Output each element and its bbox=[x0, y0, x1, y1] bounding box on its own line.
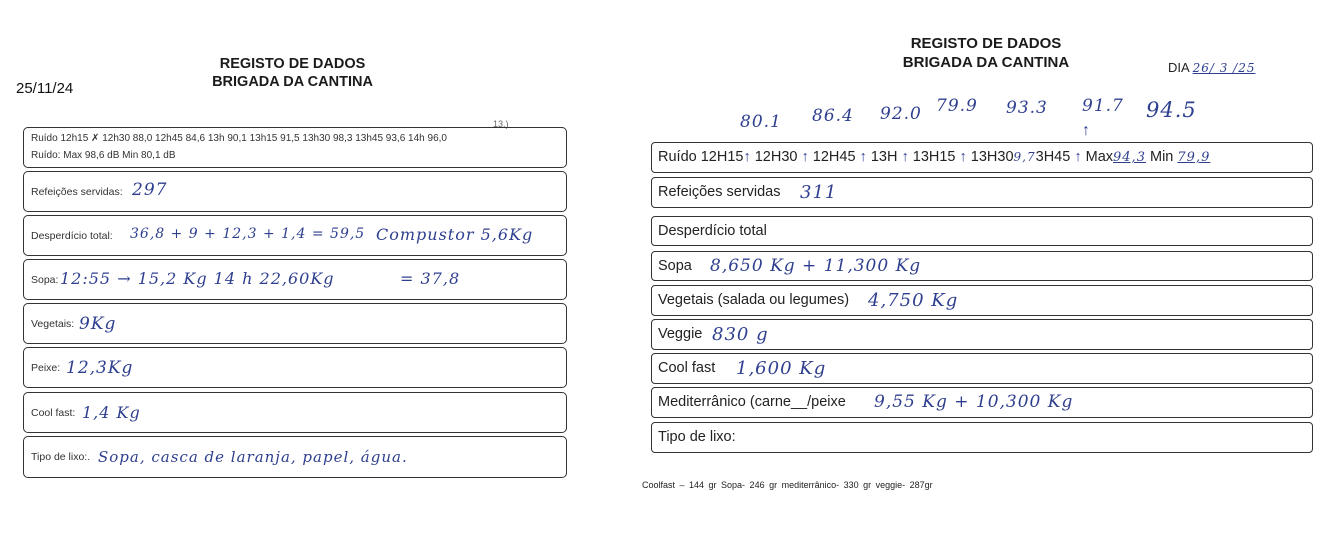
right-ruido-box bbox=[651, 142, 1313, 173]
right-ruido-max-label: Max bbox=[1085, 149, 1114, 165]
right-coolfast-value: 1,600 Kg bbox=[736, 358, 827, 379]
left-ruido-line2: Ruído: Max 98,6 dB Min 80,1 dB bbox=[31, 150, 176, 161]
left-title-line1: REGISTO DE DADOS bbox=[219, 56, 366, 72]
right-coolfast-box bbox=[651, 353, 1313, 384]
right-ruido-mid: 9,7 bbox=[1013, 150, 1036, 164]
up-arrow-icon: ↑ bbox=[1074, 149, 1082, 165]
right-title-line2: BRIGADA DA CANTINA bbox=[902, 53, 1070, 71]
right-veggie-label: Veggie bbox=[658, 326, 703, 342]
right-ruido-row bbox=[658, 149, 1210, 165]
left-refeicoes-label: Refeições servidas: bbox=[31, 186, 123, 198]
right-dia-value: 26/ 3 /25 bbox=[1192, 61, 1256, 75]
right-mediterranico-label: Mediterrânico (carne__/peixe bbox=[658, 394, 846, 410]
right-desperdicio-label: Desperdício total bbox=[658, 223, 767, 239]
up-arrow-icon: ↑ bbox=[901, 149, 909, 165]
up-arrow-icon: ↑ bbox=[801, 149, 809, 165]
right-tipolixo-label: Tipo de lixo: bbox=[658, 429, 736, 445]
footer-note: Coolfast – 144 gr Sopa- 246 gr mediterrânico- 330 gr veggie- 287gr bbox=[642, 480, 933, 490]
up-arrow-icon: ↑ bbox=[859, 149, 867, 165]
left-ruido-box bbox=[23, 127, 567, 168]
right-veggie-value: 830 g bbox=[712, 324, 769, 345]
right-tipolixo-box bbox=[651, 422, 1313, 453]
left-desperdicio-label: Desperdício total: bbox=[31, 230, 113, 242]
right-vegetais-value: 4,750 Kg bbox=[868, 290, 959, 311]
left-corner-mark: 13.) bbox=[493, 119, 509, 129]
right-coolfast-label: Cool fast bbox=[658, 360, 716, 376]
left-sopa-box bbox=[23, 259, 567, 300]
left-vegetais-value: 9Kg bbox=[79, 314, 117, 334]
left-desperdicio-value: 36,8 + 9 + 12,3 + 1,4 = 59,5 bbox=[130, 226, 366, 242]
left-refeicoes-box bbox=[23, 171, 567, 212]
right-ruido-h1245: 12H45 bbox=[812, 149, 856, 165]
left-desperdicio-note: Compustor 5,6Kg bbox=[376, 225, 534, 244]
noise-value: 93.3 bbox=[1006, 98, 1048, 118]
right-ruido-label: Ruído 12H15 bbox=[658, 149, 744, 165]
noise-value: 91.7 bbox=[1082, 96, 1124, 116]
left-vegetais-label: Vegetais: bbox=[31, 318, 75, 330]
right-ruido-h1315: 13H15 bbox=[912, 149, 956, 165]
up-arrow-icon: ↑ bbox=[1082, 122, 1090, 139]
right-sopa-box bbox=[651, 251, 1313, 281]
left-sopa-total: = 37,8 bbox=[400, 269, 461, 288]
left-tipolixo-value: Sopa, casca de laranja, papel, água. bbox=[98, 448, 408, 466]
left-ruido-line1: Ruído 12h15 ✗ 12h30 88,0 12h45 84,6 13h 90,1 13h15 91,5 13h30 98,3 13h45 93,6 14h 96,0 bbox=[31, 133, 447, 144]
right-form-title bbox=[868, 35, 1104, 73]
left-peixe-box bbox=[23, 347, 567, 388]
left-peixe-value: 12,3Kg bbox=[66, 358, 134, 378]
left-date: 25/11/24 bbox=[16, 80, 74, 97]
right-vegetais-label: Vegetais (salada ou legumes) bbox=[658, 292, 850, 308]
right-refeicoes-value: 311 bbox=[800, 182, 838, 203]
right-refeicoes-label: Refeições servidas bbox=[658, 184, 781, 200]
right-vegetais-box bbox=[651, 285, 1313, 316]
noise-value: 92.0 bbox=[880, 104, 922, 124]
noise-value: 86.4 bbox=[812, 106, 854, 126]
left-sopa-value: 12:55 → 15,2 Kg 14 h 22,60Kg bbox=[60, 269, 335, 288]
right-sopa-label: Sopa bbox=[658, 258, 692, 274]
left-tipolixo-label: Tipo de lixo:. bbox=[31, 451, 91, 463]
right-mediterranico-box bbox=[651, 387, 1313, 418]
right-ruido-h1230: 12H30 bbox=[754, 149, 798, 165]
right-dia bbox=[1168, 60, 1255, 75]
right-refeicoes-box bbox=[651, 177, 1313, 208]
right-ruido-min-label: Min bbox=[1150, 149, 1174, 165]
right-title-line1: REGISTO DE DADOS bbox=[910, 35, 1062, 52]
noise-value: 79.9 bbox=[936, 96, 978, 116]
right-ruido-h1330: 13H30 bbox=[970, 149, 1014, 165]
right-sopa-value: 8,650 Kg + 11,300 Kg bbox=[710, 256, 922, 276]
left-tipolixo-box bbox=[23, 436, 567, 478]
right-desperdicio-box bbox=[651, 216, 1313, 246]
left-coolfast-box bbox=[23, 392, 567, 433]
right-veggie-box bbox=[651, 319, 1313, 350]
right-ruido-h13: 13H bbox=[870, 149, 898, 165]
left-sopa-label: Sopa: bbox=[31, 274, 59, 286]
left-title-line2: BRIGADA DA CANTINA bbox=[212, 74, 373, 91]
left-desperdicio-box bbox=[23, 215, 567, 256]
right-ruido-h1345: 3H45 bbox=[1035, 149, 1071, 165]
left-peixe-label: Peixe: bbox=[31, 362, 61, 374]
up-arrow-icon: ↑ bbox=[959, 149, 967, 165]
right-ruido-max-value: 94,3 bbox=[1113, 150, 1146, 165]
left-form-title bbox=[190, 55, 395, 91]
left-refeicoes-value: 297 bbox=[132, 180, 168, 200]
noise-value: 80.1 bbox=[740, 112, 782, 132]
left-vegetais-box bbox=[23, 303, 567, 344]
right-dia-label: DIA bbox=[1168, 60, 1189, 75]
up-arrow-icon: ↑ bbox=[743, 149, 751, 165]
right-mediterranico-value: 9,55 Kg + 10,300 Kg bbox=[874, 392, 1074, 412]
right-ruido-min-value: 79,9 bbox=[1177, 150, 1211, 165]
left-coolfast-label: Cool fast: bbox=[31, 407, 76, 419]
noise-value: 94.5 bbox=[1146, 98, 1197, 122]
left-coolfast-value: 1,4 Kg bbox=[82, 403, 141, 422]
